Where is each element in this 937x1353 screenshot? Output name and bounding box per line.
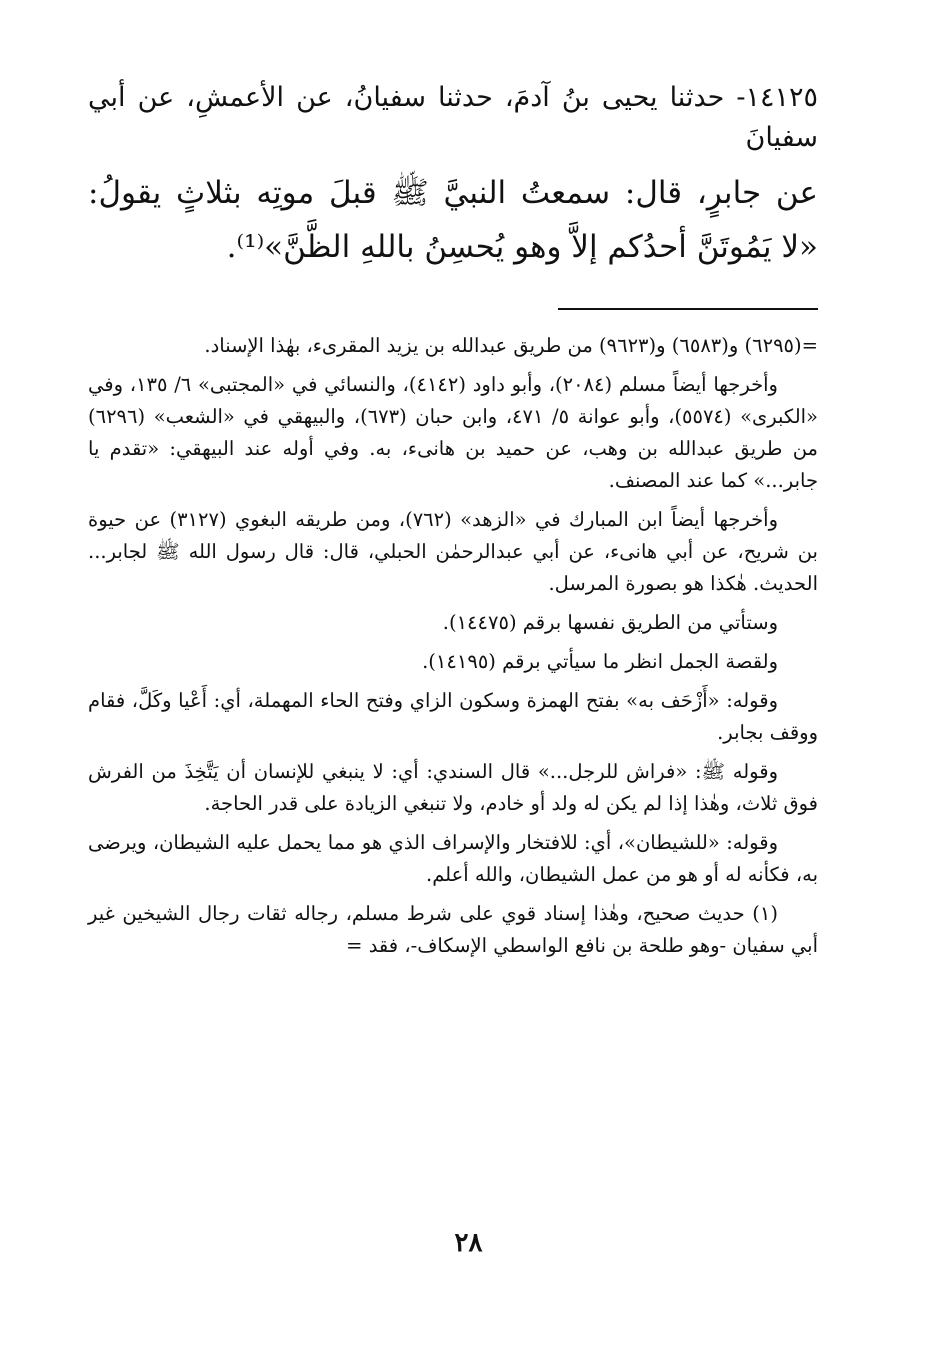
footnote-paragraph: وأخرجها أيضاً ابن المبارك في «الزهد» (٧٦٢)، ومن طريقه البغوي (٣١٢٧) عن حيوة بن شريح، عن أبي هانىء، عن أبي عبدالرحمٰن الحبلي، قال: قال رسول الله ﷺ لجابر... الحديث. هٰكذا هو بصورة المرسل.: [88, 508, 818, 595]
footnote-divider: [558, 308, 818, 310]
footnote-paragraph: =(٦٢٩٥) و(٦٥٨٣) و(٩٦٢٣) من طريق عبدالله بن يزيد المقرىء، بهٰذا الإسناد.: [204, 334, 818, 357]
footnote-paragraph: وستأتي من الطريق نفسها برقم (١٤٤٧٥).: [442, 611, 778, 634]
footnote-paragraph: وأخرجها أيضاً مسلم (٢٠٨٤)، وأبو داود (٤١٤٢)، والنسائي في «المجتبى» ٦/ ١٣٥، وفي «الكبرى» (٥٥٧٤)، وأبو عوانة ٥/ ٤٧١، وابن حبان (٦٧٣)، والبيهقي في «الشعب» (٦٢٩٦) من طريق عبدالله بن وهب، عن حميد بن هانىء، به. وفي أوله عند البيهقي: «تقدم يا جابر...» كما عند المصنف.: [88, 373, 818, 492]
footnote-paragraph: وقوله: «أَزْحَف به» بفتح الهمزة وسكون الزاي وفتح الحاء المهملة، أي: أَعْيا وكَلَّ، فقام ووقف بجابر.: [88, 689, 818, 744]
footnote-paragraph: وقوله ﷺ: «فراش للرجل...» قال السندي: أي: لا ينبغي للإنسان أن يَتَّخِذَ من الفرش فوق ثلاث، وهٰذا إذا لم يكن له ولد أو خادم، ولا تنبغي الزيادة على قدر الحاجة.: [88, 760, 818, 815]
page-body: [88, 78, 818, 969]
footnote-paragraph: ولقصة الجمل انظر ما سيأتي برقم (١٤١٩٥).: [422, 650, 778, 673]
footnote-paragraph: (١) حديث صحيح، وهٰذا إسناد قوي على شرط مسلم، رجاله ثقات رجال الشيخين غير أبي سفيان -وهو طلحة بن نافع الواسطي الإسكاف-، فقد =: [88, 902, 818, 957]
hadith-isnad: ١٤١٢٥- حدثنا يحيى بنُ آدمَ، حدثنا سفيانُ، عن الأعمشِ، عن أبي سفيانَ: [88, 82, 818, 153]
footnotes: [88, 330, 818, 962]
page-number: ٢٨: [454, 1228, 483, 1258]
hadith-text: عن جابرٍ، قال: سمعتُ النبيَّ ﷺ قبلَ موتِه بثلاثٍ يقولُ: «لا يَمُوتَنَّ أحدُكم إلاَّ وهو يُحسِنُ باللهِ الظَّنَّ»⁽¹⁾.: [88, 175, 818, 265]
footnote-paragraph: وقوله: «للشيطان»، أي: للافتخار والإسراف الذي هو مما يحمل عليه الشيطان، ويرضى به، فكأنه له أو هو من عمل الشيطان، والله أعلم.: [88, 831, 818, 886]
